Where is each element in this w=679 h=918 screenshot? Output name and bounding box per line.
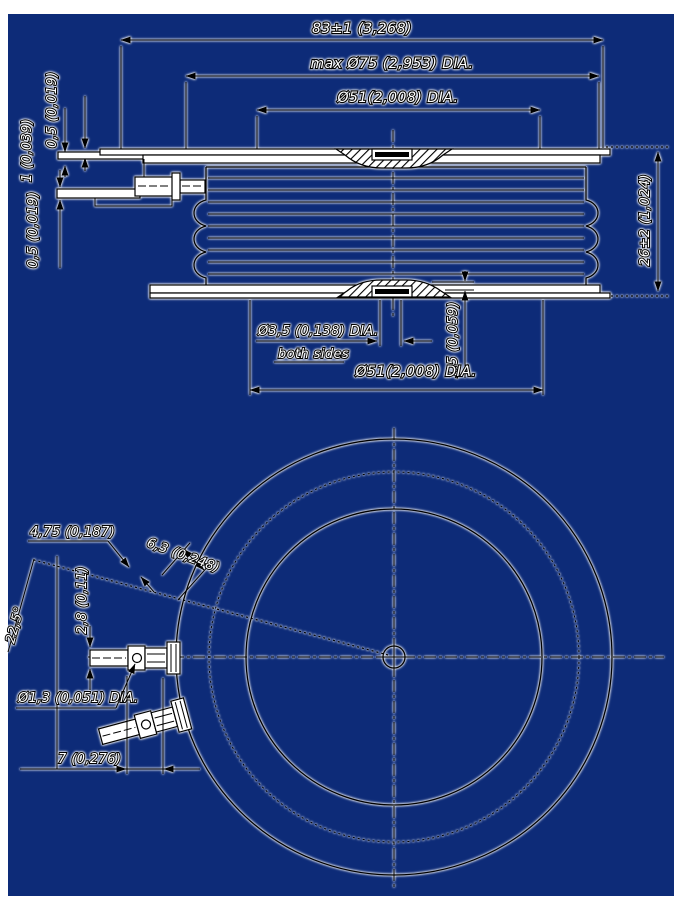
dim-max-diameter: max Ø75 (2,953) DIA. [310,56,474,72]
svg-text:1 (0,039): 1 (0,039) [20,118,35,182]
svg-text:Ø51(2,008) DIA.: Ø51(2,008) DIA. [355,364,477,380]
svg-text:7 (0,276): 7 (0,276) [58,752,122,767]
dim-overall-width: 83±1 (3,268) [312,21,412,37]
svg-text:22,5°: 22,5° [3,604,28,646]
svg-text:1,5 (0,059): 1,5 (0,059) [446,301,461,378]
svg-text:26±2 (1,024): 26±2 (1,024) [638,174,653,266]
dim-pole-diameter-top: Ø51(2,008) DIA. [337,90,459,106]
svg-text:0,5 (0,019): 0,5 (0,019) [26,191,41,268]
svg-text:4,75 (0,187): 4,75 (0,187) [30,525,116,540]
svg-text:Ø3,5 (0,138) DIA.: Ø3,5 (0,138) DIA. [258,324,379,339]
svg-text:6,3 (0,248): 6,3 (0,248) [144,535,222,576]
svg-text:2,8 (0,11): 2,8 (0,11) [75,566,90,634]
svg-text:both sides: both sides [278,347,350,362]
svg-text:0,5 (0,019): 0,5 (0,019) [45,71,60,148]
svg-text:Ø1,3 (0,051) DIA.: Ø1,3 (0,051) DIA. [18,691,139,706]
